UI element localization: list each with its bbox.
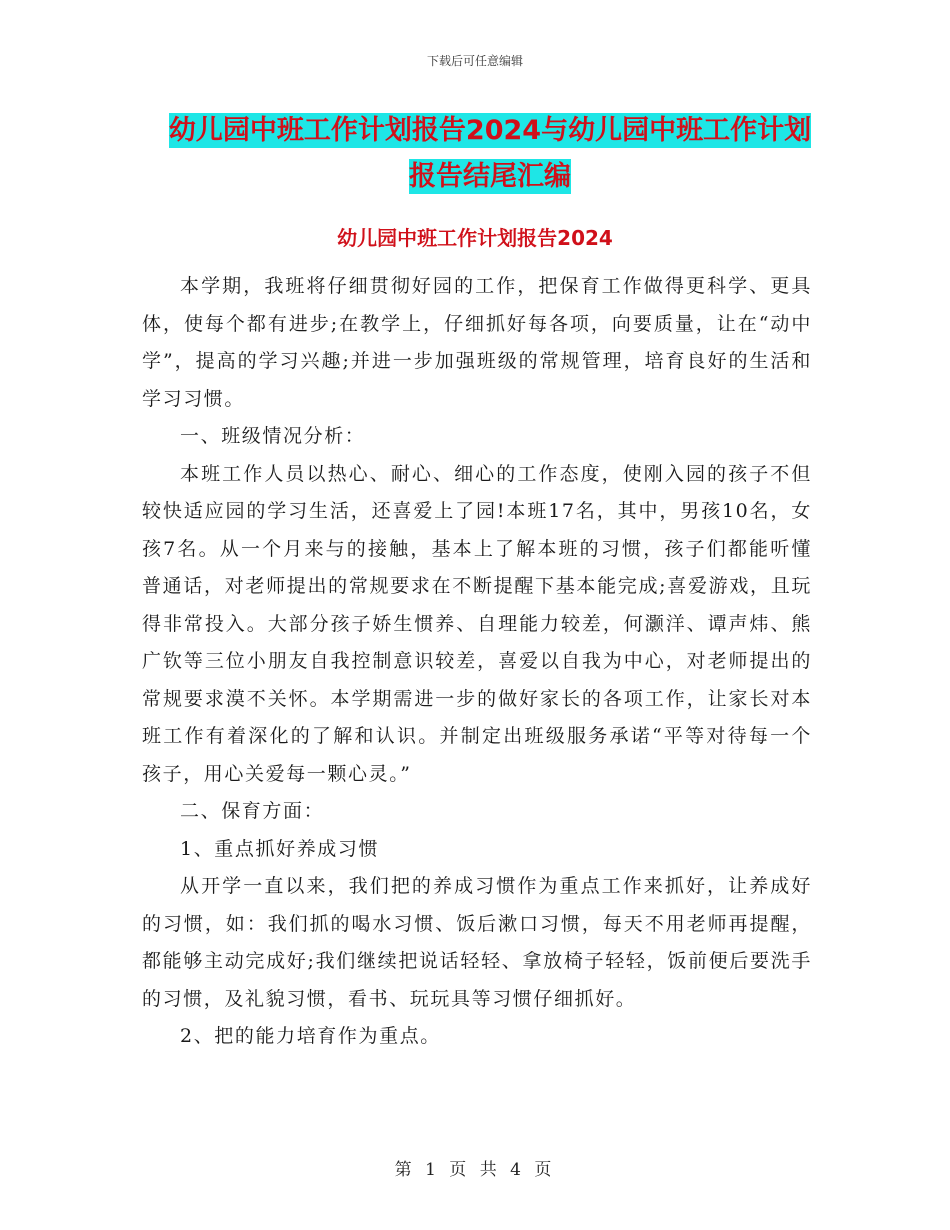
paragraph-habits: 从开学一直以来，我们把的养成习惯作为重点工作来抓好，让养成好的习惯，如：我们抓的喝水习惯、饭后漱口习惯，每天不用老师再提醒，都能够主动完成好;我们继续把说话轻轻、拿放椅子轻轻，饭前便后要洗手的习惯，及礼貌习惯，看书、玩玩具等习惯仔细抓好。	[142, 875, 812, 1010]
document-body	[142, 268, 812, 1056]
document-title	[160, 108, 820, 200]
heading-class-analysis: 一、班级情况分析：	[180, 425, 366, 447]
section-title: 幼儿园中班工作计划报告2024	[337, 226, 613, 250]
title-line-1: 幼儿园中班工作计划报告2024与幼儿园中班工作计划	[168, 115, 812, 146]
title-line-2: 报告结尾汇编	[409, 161, 571, 192]
subheading-habits: 1、重点抓好养成习惯	[180, 837, 380, 860]
paragraph-class-analysis: 本班工作人员以热心、耐心、细心的工作态度，使刚入园的孩子不但较快适应园的学习生活，还喜爱上了园!本班17名，其中，男孩10名，女孩7名。从一个月来与的接触，基本上了解本班的习惯，孩子们都能听懂普通话，对老师提出的常规要求在不断提醒下基本能完成;喜爱游戏，且玩得非常投入。大部分孩子娇生惯养、自理能力较差，何灏洋、谭声炜、熊广钦等三位小朋友自我控制意识较差，喜爱以自我为中心，对老师提出的常规要求漠不关怀。本学期需进一步的做好家长的各项工作，让家长对本班工作有着深化的了解和认识。并制定出班级服务承诺“平等对待每一个孩子，用心关爱每一颗心灵。”	[142, 462, 812, 785]
page-footer: 第 1 页 共 4 页	[394, 1160, 556, 1180]
paragraph-intro: 本学期，我班将仔细贯彻好园的工作，把保育工作做得更科学、更具体，使每个都有进步;在教学上，仔细抓好每各项，向要质量，让在“动中学”，提高的学习兴趣;并进一步加强班级的常规管理，培育良好的生活和学习习惯。	[142, 275, 812, 410]
subheading-abilities: 2、把的能力培育作为重点。	[180, 1025, 441, 1047]
header-note: 下载后可任意编辑	[426, 54, 523, 68]
heading-care: 二、保育方面：	[180, 800, 325, 822]
